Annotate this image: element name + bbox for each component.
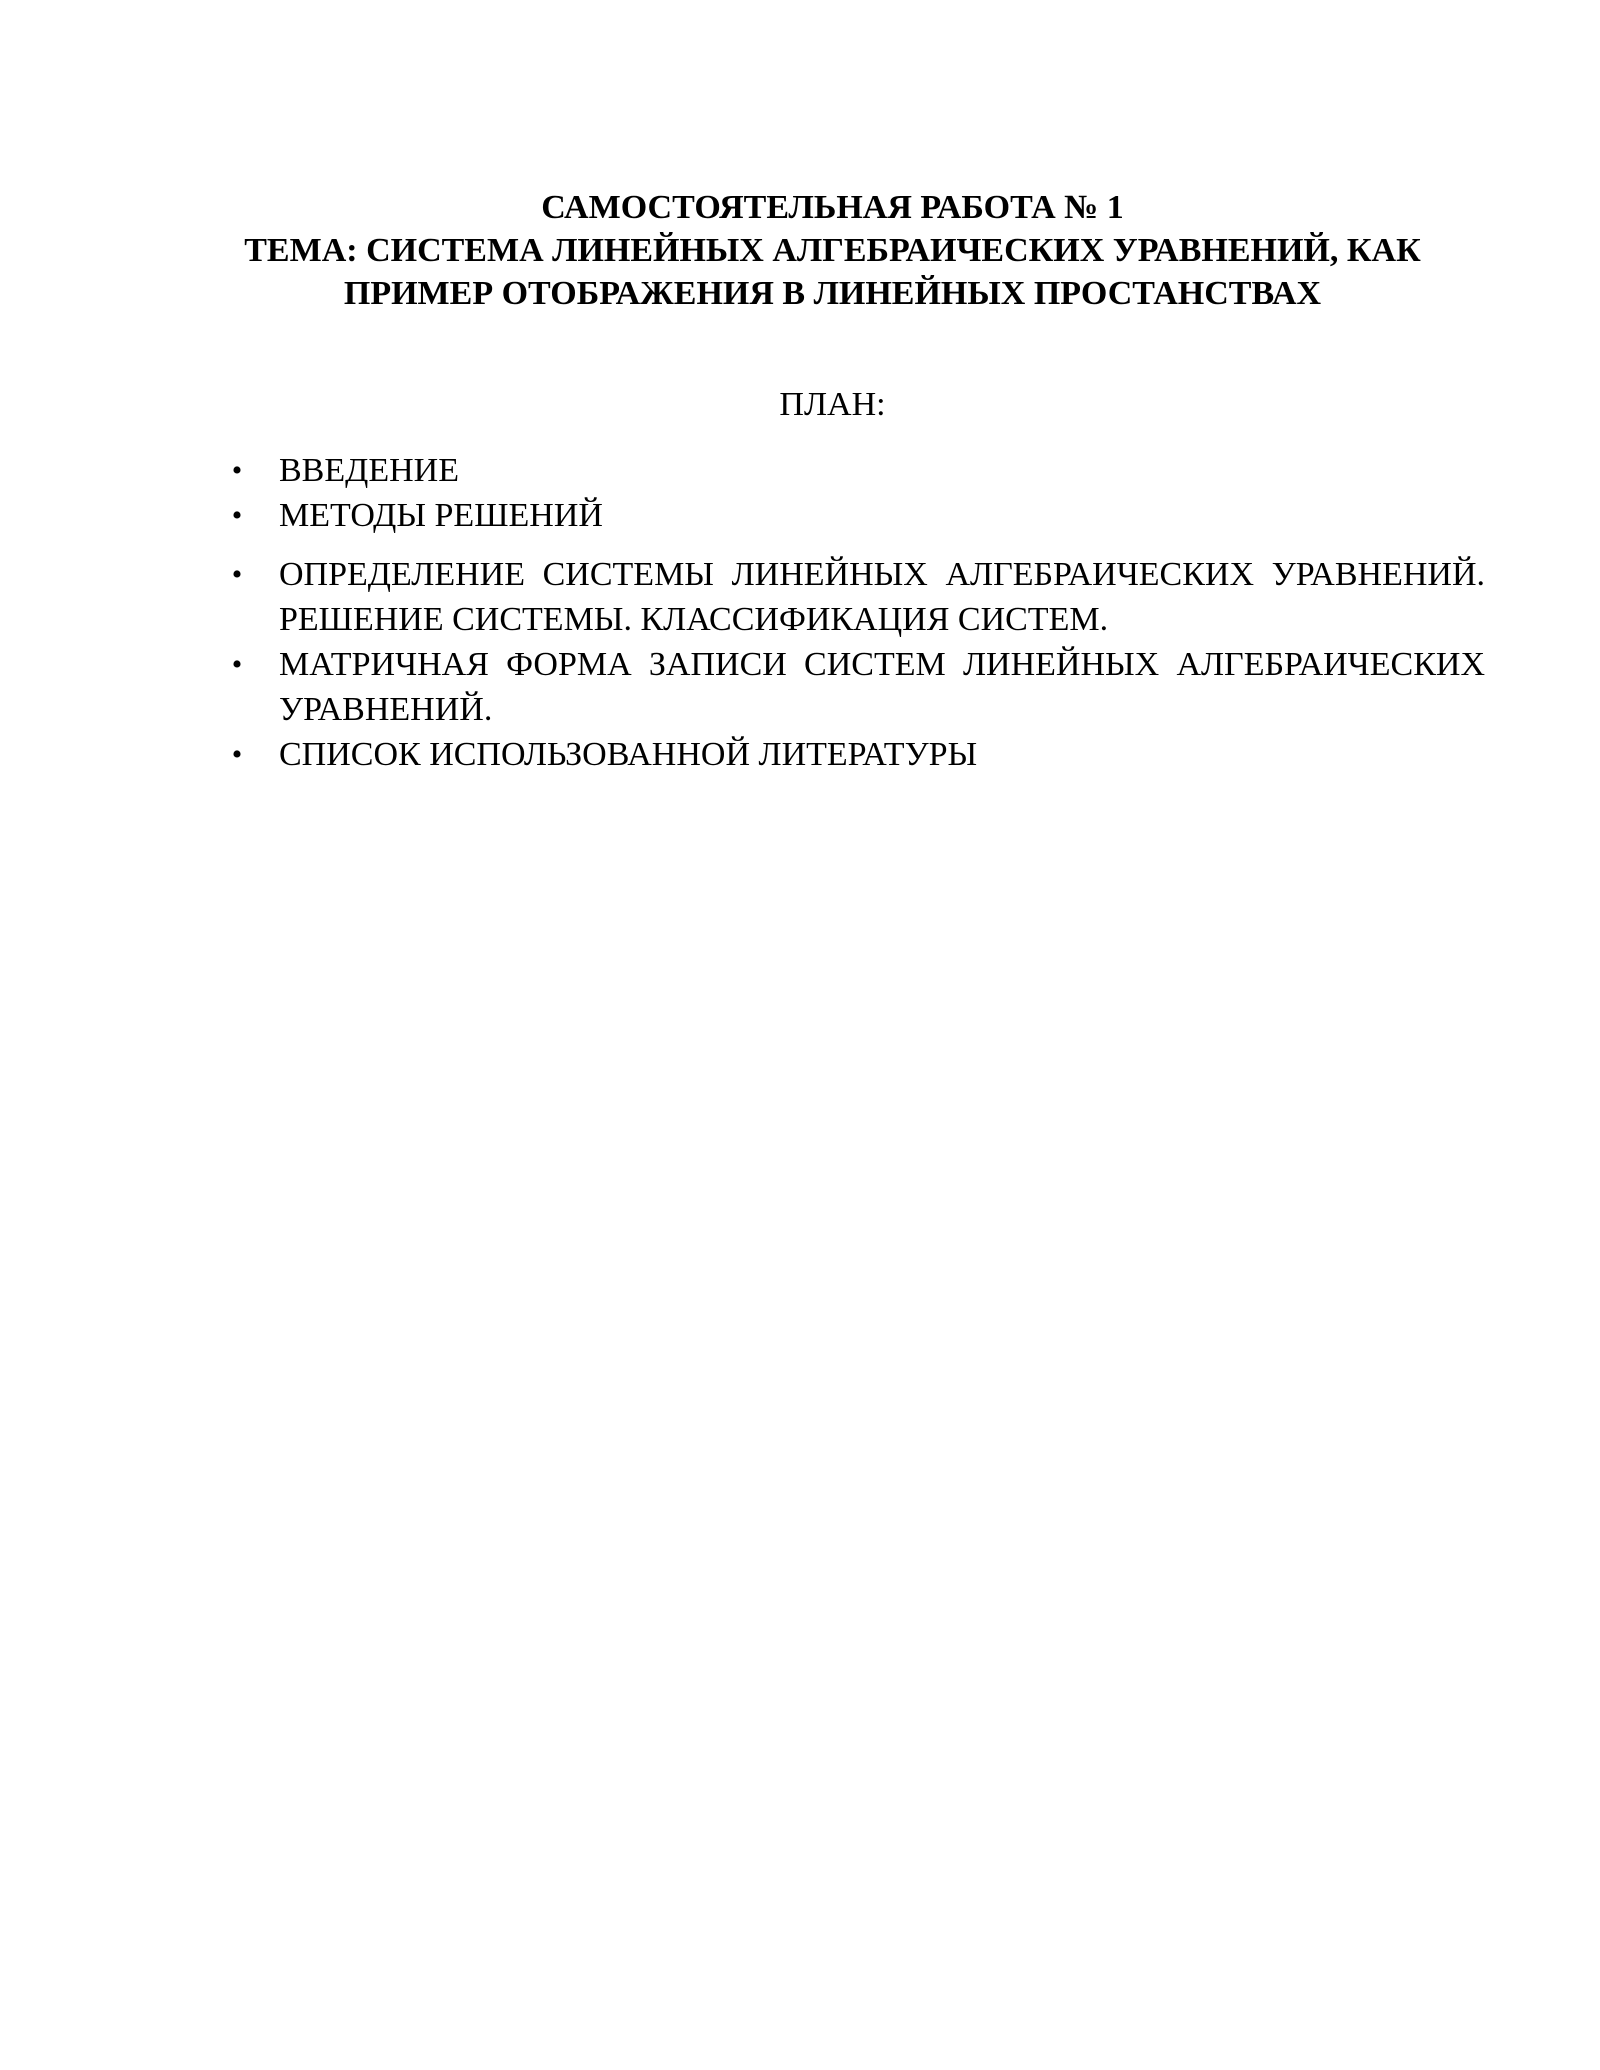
header-topic-line-1: ТЕМА: СИСТЕМА ЛИНЕЙНЫХ АЛГЕБРАИЧЕСКИХ УРАВНЕНИЙ, КАК [244,232,1421,269]
plan-item-definition [227,552,1485,642]
plan-list [227,448,1485,777]
plan-item-label: ВВЕДЕНИЕ [279,452,459,489]
plan-item-label: СПИСОК ИСПОЛЬЗОВАННОЙ ЛИТЕРАТУРЫ [279,736,978,773]
plan-heading: ПЛАН: [779,386,886,423]
plan-item-label: ОПРЕДЕЛЕНИЕ СИСТЕМЫ ЛИНЕЙНЫХ АЛГЕБРАИЧЕСКИХ УРАВНЕНИЙ. РЕШЕНИЕ СИСТЕМЫ. КЛАССИФИКАЦИЯ СИСТЕМ. [279,556,1485,638]
bullet-icon: • [231,738,243,771]
header-title: САМОСТОЯТЕЛЬНАЯ РАБОТА № 1 [541,189,1124,226]
bullet-icon: • [231,499,243,532]
document-header [180,186,1485,315]
header-topic-line-2: ПРИМЕР ОТОБРАЖЕНИЯ В ЛИНЕЙНЫХ ПРОСТАНСТВАХ [343,275,1322,312]
plan-item-label: МЕТОДЫ РЕШЕНИЙ [279,497,603,534]
bullet-icon: • [231,558,243,591]
plan-item-label: МАТРИЧНАЯ ФОРМА ЗАПИСИ СИСТЕМ ЛИНЕЙНЫХ АЛГЕБРАИЧЕСКИХ УРАВНЕНИЙ. [279,646,1485,728]
plan-item-references [227,732,1485,777]
plan-item-solution-methods [227,493,1485,538]
bullet-icon: • [231,454,243,487]
plan-item-introduction [227,448,1485,493]
bullet-icon: • [231,648,243,681]
plan-item-matrix-form [227,642,1485,732]
